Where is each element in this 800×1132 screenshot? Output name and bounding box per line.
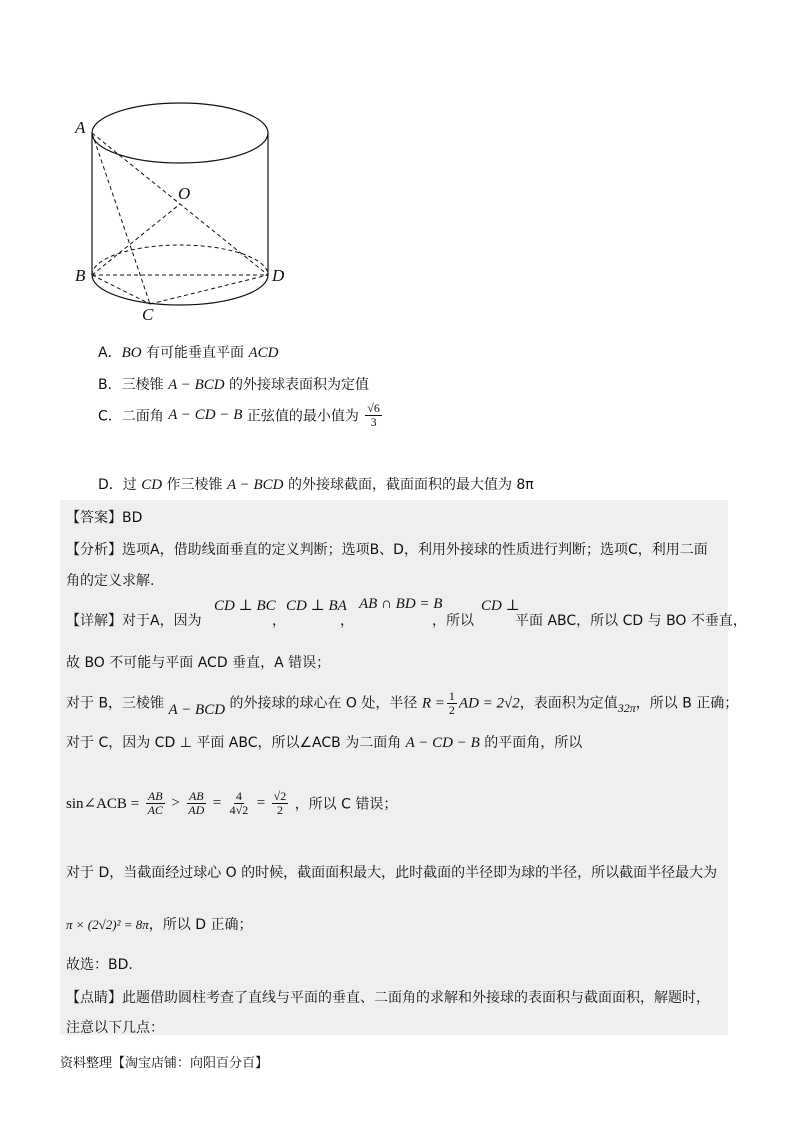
fraction-4-over-4sqrt2: $\frac{4}{4√2}$ — [229, 789, 249, 817]
edge-b-o — [92, 204, 180, 275]
cond-cd-perp-bc: CD ⊥ BC — [214, 598, 276, 614]
sin-formula: sin∠ACB = $\frac{AB}{AC}$ > $\frac{AB}{AD}$ = $\frac{4}{4√2}$ = $\frac{√2}{2}$ ，所以 C 错误； — [66, 789, 398, 817]
comma-1: ， — [272, 613, 286, 629]
label-o: O — [178, 184, 191, 203]
cylinder-figure — [70, 95, 300, 330]
comma-2: ， — [340, 613, 354, 629]
detail-l1-rest: 平面 ABC，所以 CD 与 BO 不垂直， — [515, 613, 747, 629]
edge-c-d — [150, 275, 268, 304]
option-d: D．过 CD 作三棱锥 A − BCD 的外接球截面，截面面积的最大值为 8π — [98, 477, 534, 493]
cond-ab-cap-bd: AB ∩ BD = B — [359, 596, 443, 612]
cond-cd-perp-ba: CD ⊥ BA — [286, 598, 347, 614]
option-b: B．三棱锥 A − BCD 的外接球表面积为定值 — [98, 377, 370, 393]
solution-panel — [60, 500, 728, 1035]
fraction-ab-ac: $\frac{AB}{AC}$ — [147, 789, 163, 817]
fraction-one-half: $\frac{1}{2}$ — [448, 689, 455, 717]
comment-line-2: 注意以下几点： — [66, 1020, 164, 1036]
fraction-ab-ad: $\frac{AB}{AD}$ — [188, 789, 205, 817]
label-d: D — [272, 266, 285, 285]
fraction-sqrt6-over-3: $\frac{√6}{3}$ — [367, 401, 380, 429]
label-a: A — [75, 118, 86, 137]
detail-line-4: 对于 C，因为 CD ⊥ 平面 ABC，所以∠ACB 为二面角 A − CD − B 的平面角，所以 — [66, 735, 583, 751]
option-a: A．BO 有可能垂直平面 ACD — [98, 345, 279, 361]
bottom-ellipse-back — [92, 245, 268, 275]
detail-label: 【详解】对于A，因为 — [66, 613, 202, 629]
label-c: C — [142, 305, 154, 324]
answer-line: 【答案】BD — [66, 510, 143, 526]
cond-cd-perp: CD ⊥ — [481, 598, 520, 614]
detail-line-2: 故 BO 不可能与平面 ACD 垂直，A 错误； — [66, 655, 331, 671]
detail-line-7: π × (2√2)² = 8π，所以 D 正确； — [66, 917, 253, 933]
detail-l1-so: ，所以 — [432, 613, 474, 629]
footer-text: 资料整理【淘宝店铺：向阳百分百】 — [60, 1056, 269, 1071]
label-b: B — [75, 266, 86, 285]
fraction-sqrt2-over-2: $\frac{√2}{2}$ — [273, 789, 287, 817]
analysis-line-2: 角的定义求解. — [66, 573, 155, 589]
choose-line: 故选：BD. — [66, 957, 133, 973]
detail-line-6: 对于 D，当截面经过球心 O 的时候，截面面积最大，此时截面的半径即为球的半径，所以截面半径最大为 — [66, 865, 718, 881]
analysis-line-1: 【分析】选项A，借助线面垂直的定义判断；选项B、D，利用外接球的性质进行判断；选项C，利用二面 — [66, 542, 708, 558]
edge-a-c — [92, 133, 150, 304]
top-ellipse — [92, 103, 268, 163]
bottom-ellipse-front — [92, 275, 268, 305]
comment-line-1: 【点睛】此题借助圆柱考查了直线与平面的垂直、二面角的求解和外接球的表面积与截面面积，解题时， — [66, 990, 710, 1006]
option-c: C．二面角 A − CD − B 正弦值的最小值为 $\frac{√6}{3}$ — [98, 401, 380, 429]
detail-line-3: 对于 B，三棱锥 A − BCD 的外接球的球心在 O 处，半径 R = $\frac{1}{2}$ AD = 2√2，表面积为定值32π，所以 B 正确； — [66, 689, 739, 718]
